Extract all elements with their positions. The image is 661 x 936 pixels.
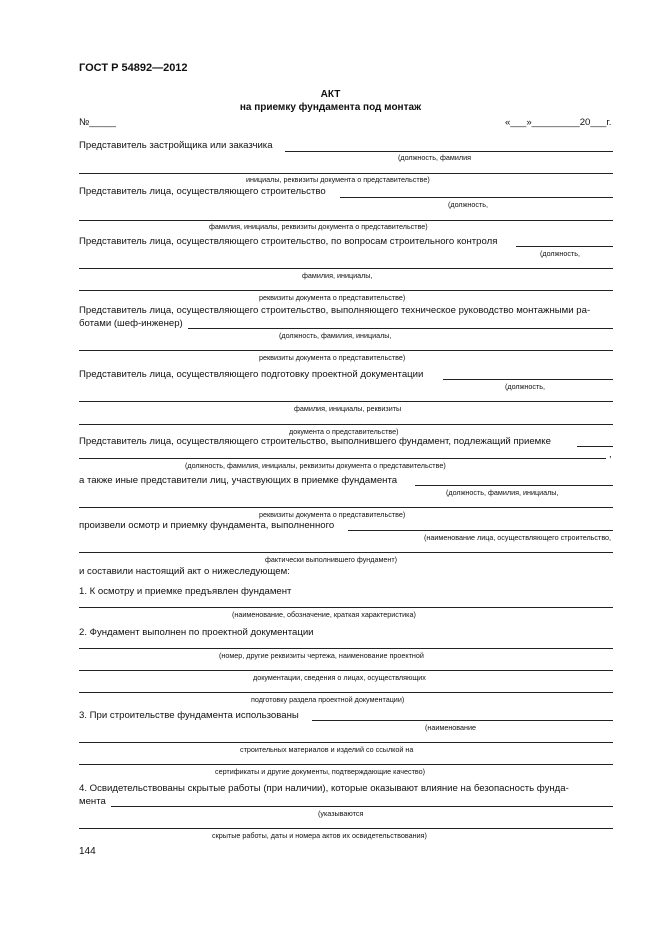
caption: (должность, фамилия xyxy=(398,153,471,162)
control-rep-line-2[interactable] xyxy=(79,268,613,269)
caption: сертификаты и другие документы, подтверждающие качество) xyxy=(215,767,426,776)
comma: , xyxy=(609,449,612,460)
act-date-field: «___»_________20___г. xyxy=(505,117,612,128)
point-1-label: 1. К осмотру и приемке предъявлен фундамент xyxy=(79,586,292,597)
designer-rep-line-3[interactable] xyxy=(79,424,613,425)
caption: документации, сведения о лицах, осуществляющих xyxy=(253,673,426,682)
conclusion-intro: и составили настоящий акт о нижеследующем: xyxy=(79,566,290,577)
control-rep-label: Представитель лица, осуществляющего строительство, по вопросам строительного контроля xyxy=(79,236,498,247)
caption: фактически выполнившего фундамент) xyxy=(265,555,398,564)
chief-engineer-label-2: ботами (шеф-инженер) xyxy=(79,318,183,329)
point-3-line[interactable] xyxy=(312,720,613,721)
caption: (должность, фамилия, инициалы, xyxy=(279,331,392,340)
inspection-line-2[interactable] xyxy=(79,552,613,553)
control-rep-line[interactable] xyxy=(516,246,613,247)
chief-engineer-label: Представитель лица, осуществляющего строительство, выполняющего техническое руководство монтажными ра- xyxy=(79,305,591,316)
caption: (должность, фамилия, инициалы, xyxy=(446,488,559,497)
page-number: 144 xyxy=(79,846,96,857)
point-3-line-3[interactable] xyxy=(79,764,613,765)
point-4-line-2[interactable] xyxy=(79,828,613,829)
caption: (должность, xyxy=(505,382,546,391)
caption: (наименование, обозначение, краткая характеристика) xyxy=(232,610,416,619)
designer-rep-label: Представитель лица, осуществляющего подготовку проектной документации xyxy=(79,369,424,380)
caption: строительных материалов и изделий со ссылкой на xyxy=(240,745,414,754)
point-2-line-2[interactable] xyxy=(79,670,613,671)
other-reps-line[interactable] xyxy=(415,485,613,486)
inspection-line[interactable] xyxy=(348,530,613,531)
caption: реквизиты документа о представительстве) xyxy=(259,293,406,302)
point-2-label: 2. Фундамент выполнен по проектной документации xyxy=(79,627,314,638)
caption: (номер, другие реквизиты чертежа, наименование проектной xyxy=(219,651,424,660)
caption: реквизиты документа о представительстве) xyxy=(259,510,406,519)
builder-rep-line[interactable] xyxy=(340,197,613,198)
point-3-label: 3. При строительстве фундамента использованы xyxy=(79,710,299,721)
customer-rep-line[interactable] xyxy=(285,151,613,152)
customer-rep-label: Представитель застройщика или заказчика xyxy=(79,140,273,151)
chief-engineer-line[interactable] xyxy=(188,328,613,329)
point-4-label: 4. Освидетельствованы скрытые работы (при наличии), которые оказывают влияние на безопасность фунда- xyxy=(79,783,569,794)
standard-number: ГОСТ Р 54892—2012 xyxy=(79,62,188,74)
point-1-line[interactable] xyxy=(79,607,613,608)
caption: фамилия, инициалы, xyxy=(302,271,373,280)
act-number-field: №_____ xyxy=(79,117,116,128)
point-3-line-2[interactable] xyxy=(79,742,613,743)
customer-rep-line-2[interactable] xyxy=(79,173,613,174)
caption: (наименование xyxy=(425,723,476,732)
foundation-builder-line-2[interactable] xyxy=(79,458,606,459)
caption: (наименование лица, осуществляющего строительство, xyxy=(424,533,612,542)
foundation-builder-label: Представитель лица, осуществляющего строительство, выполнившего фундамент, подлежащий приемке xyxy=(79,436,551,447)
caption: (должность, фамилия, инициалы, реквизиты документа о представительстве) xyxy=(185,461,446,470)
caption: реквизиты документа о представительстве) xyxy=(259,353,406,362)
control-rep-line-3[interactable] xyxy=(79,290,613,291)
caption: подготовку раздела проектной документации) xyxy=(251,695,405,704)
caption: инициалы, реквизиты документа о представительстве) xyxy=(246,175,430,184)
inspection-label: произвели осмотр и приемку фундамента, выполненного xyxy=(79,520,335,531)
foundation-builder-line[interactable] xyxy=(577,446,613,447)
designer-rep-line[interactable] xyxy=(443,379,613,380)
act-subtitle: на приемку фундамента под монтаж xyxy=(239,102,422,113)
caption: (должность, xyxy=(540,249,581,258)
point-2-line[interactable] xyxy=(79,648,613,649)
point-4-label-2: мента xyxy=(79,796,106,807)
chief-engineer-line-2[interactable] xyxy=(79,350,613,351)
caption: (указываются xyxy=(318,809,364,818)
caption: фамилия, инициалы, реквизиты документа о представительстве) xyxy=(209,222,428,231)
caption: фамилия, инициалы, реквизиты xyxy=(294,404,402,413)
builder-rep-label: Представитель лица, осуществляющего строительство xyxy=(79,186,326,197)
other-reps-label: а также иные представители лиц, участвующих в приемке фундамента xyxy=(79,475,398,486)
other-reps-line-2[interactable] xyxy=(79,507,613,508)
caption: скрытые работы, даты и номера актов их освидетельствования) xyxy=(212,831,427,840)
point-2-line-3[interactable] xyxy=(79,692,613,693)
act-title: АКТ xyxy=(320,89,341,100)
caption: документа о представительстве) xyxy=(289,427,399,436)
caption: (должность, xyxy=(448,200,489,209)
point-4-line[interactable] xyxy=(111,806,613,807)
designer-rep-line-2[interactable] xyxy=(79,401,613,402)
builder-rep-line-2[interactable] xyxy=(79,220,613,221)
